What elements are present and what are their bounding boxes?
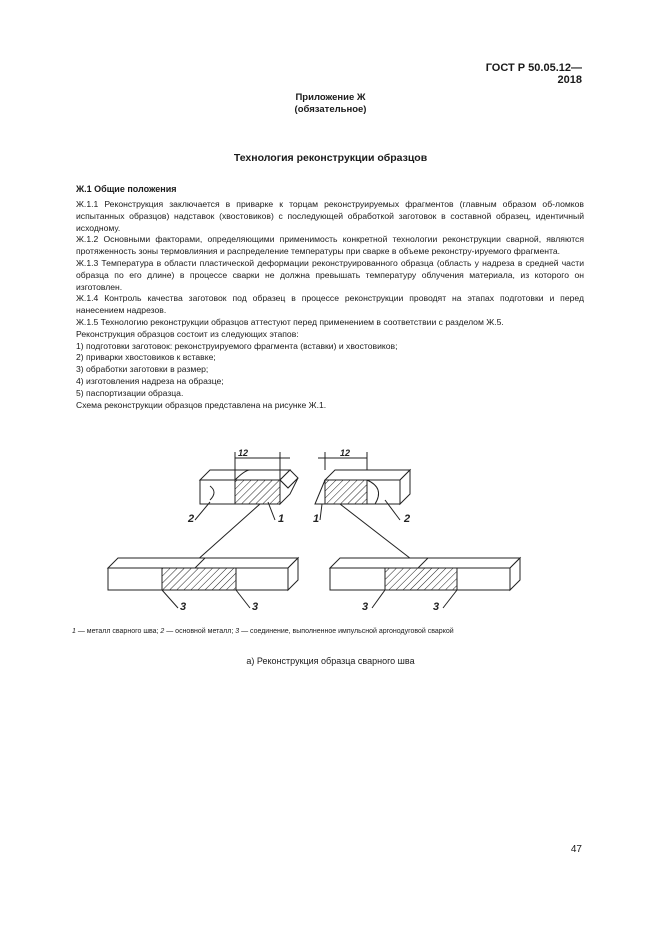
label-3: 3 (180, 601, 187, 613)
fragment-block-left (200, 470, 298, 504)
legend-num: 2 (160, 628, 165, 635)
subsection-heading: Ж.1 Общие положения (76, 184, 177, 194)
legend-num: 3 (235, 628, 240, 635)
stage-item: 4) изготовления надреза на образце; (76, 375, 224, 386)
paragraph: Ж.1.4 Контроль качества заготовок под образец в процессе реконструкции проводят на этапах подготовки и перед нанесением надрезов. (76, 293, 584, 316)
legend-num: 1 (72, 628, 76, 635)
assembly-right (330, 558, 520, 590)
appendix-subtitle: (обязательное) (294, 104, 367, 115)
standard-designation: ГОСТ Р 50.05.12—2018 (485, 62, 582, 86)
body-text (76, 199, 584, 411)
stage-item: 2) приварки хвостовиков к вставке; (76, 352, 216, 363)
dimension-right-label: 12 (340, 448, 351, 458)
label-1-left: 1 (278, 513, 285, 525)
label-3: 3 (362, 601, 369, 613)
appendix-title: Приложение Ж (295, 92, 366, 103)
page-number: 47 (570, 844, 582, 855)
scheme-reference: Схема реконструкции образцов представлена на рисунке Ж.1. (76, 399, 327, 410)
paragraph: Ж.1.3 Температура в области пластической деформации реконструированного образца (область у надреза в средней части образца по его длине) в процессе сварки не должна превышать температуру облучения материала, из которого он изготовлен. (76, 257, 584, 292)
stages-intro: Реконструкция образцов состоит из следующих этапов: (76, 328, 299, 339)
label-3: 3 (252, 601, 259, 613)
figure-legend (72, 628, 592, 635)
stage-item: 5) паспортизации образца. (76, 387, 184, 398)
fragment-block-right (315, 470, 410, 504)
legend-text: — основной металл; (164, 628, 236, 635)
stage-item: 3) обработки заготовки в размер; (76, 364, 209, 375)
paragraph: Ж.1.5 Технологию реконструкции образцов аттестуют перед применением в соответствии с разделом Ж.5. (76, 316, 504, 327)
figure-caption: а) Реконструкция образца сварного шва (246, 656, 415, 666)
label-1-right: 1 (313, 513, 320, 525)
dimension-left-label: 12 (238, 448, 249, 458)
label-2-right: 2 (404, 513, 411, 525)
paragraph: Ж.1.2 Основными факторами, определяющими применимость конкретной технологии реконструкции сварной, являются протяженность зоны термовлияния и распределение температуры при сварке в объеме реконстру-ируемого фрагмента. (76, 234, 584, 257)
legend-text: — соединение, выполненное импульсной аргонодуговой сваркой (239, 628, 454, 635)
reconstruction-figure (100, 440, 540, 620)
label-3: 3 (433, 601, 440, 613)
label-2-left: 2 (188, 513, 195, 525)
paragraph: Ж.1.1 Реконструкция заключается в приварке к торцам реконструируемых фрагментов (главным образом об-ломков испытанных образцов) надставок (хвостовиков) с последующей обработкой заготовок в составной образец, идентичный исходному. (76, 199, 584, 233)
legend-text: — металл сварного шва; (75, 628, 161, 635)
section-title: Технология реконструкции образцов (233, 152, 428, 164)
stage-item: 1) подготовки заготовок: реконструируемого фрагмента (вставки) и хвостовиков; (76, 340, 398, 351)
assembly-left (108, 558, 298, 590)
